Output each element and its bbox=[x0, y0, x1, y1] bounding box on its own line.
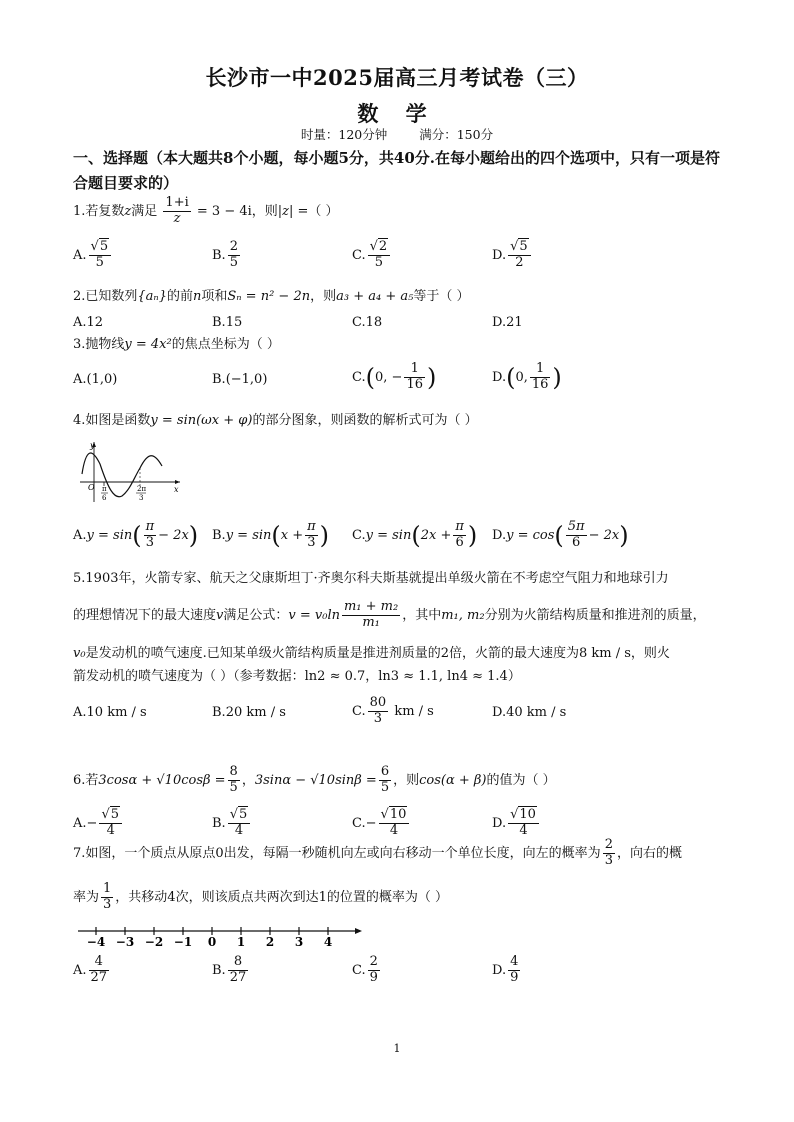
number-line-label: 4 bbox=[323, 935, 333, 949]
q7-option-a: A. $\frac{4}{27}$ bbox=[73, 954, 108, 985]
question-5-line-2: 的理想情况下的最大速度v满足公式：v = v₀ln $\frac{\text{m₁ + m₂}}{\text{m₁}}$ ，其中m₁, m₂分别为火箭结构质量和推进剂的质量， bbox=[73, 599, 706, 630]
q3-option-d: D.(0, $\frac{1}{16}$ ) bbox=[492, 361, 562, 392]
q7-number-line bbox=[76, 922, 366, 950]
graph-y-label: y bbox=[90, 441, 95, 450]
question-5-line-3: v₀是发动机的喷气速度.已知某单级火箭结构质量是推进剂质量的2倍，火箭的最大速度为8 km / s，则火 bbox=[73, 646, 670, 661]
q5-option-c: C. $\frac{80}{3}$ km / s bbox=[352, 695, 434, 726]
q7-option-c: C. $\frac{2}{9}$ bbox=[352, 954, 378, 985]
number-line-label: −1 bbox=[173, 935, 193, 949]
page-number: 1 bbox=[393, 1042, 401, 1055]
q1-option-c: C. $\frac{√2}{5}$ bbox=[352, 240, 392, 271]
question-3: 3.抛物线y = 4x²的焦点坐标为（ ） bbox=[73, 337, 280, 352]
q3-option-a: A.(1,0) bbox=[73, 372, 118, 387]
graph-tick1-num: π bbox=[102, 485, 107, 493]
q6-option-b: B. $\frac{√5}{4}$ bbox=[212, 808, 252, 839]
question-7-line-2: 率为 $\frac{1}{3}$ ，共移动4次，则该质点共两次到达1的位置的概率为（ ） bbox=[73, 881, 448, 912]
q5-option-b: B.20 km / s bbox=[212, 705, 286, 720]
number-line-label: 2 bbox=[265, 935, 275, 949]
q2-option-d: D.21 bbox=[492, 315, 523, 330]
q6-option-c: C.− $\frac{√10}{4}$ bbox=[352, 808, 411, 839]
q3-option-b: B.(−1,0) bbox=[212, 372, 268, 387]
q6-option-a: A.− $\frac{√5}{4}$ bbox=[73, 808, 124, 839]
section-heading: 一、选择题（本大题共8个小题，每小题5分，共40分.在每小题给出的四个选项中，只有一项是符合题目要求的） bbox=[73, 149, 720, 192]
q5-option-d: D.40 km / s bbox=[492, 705, 567, 720]
exam-title: 长沙市一中2025届高三月考试卷（三） bbox=[205, 65, 589, 90]
number-line-label: −2 bbox=[144, 935, 164, 949]
exam-meta bbox=[0, 125, 794, 143]
exam-subject: 数 学 bbox=[357, 101, 437, 126]
question-2: 2.已知数列{aₙ}的前n项和Sₙ = n² − 2n，则a₃ + a₄ + a₅等于（ ） bbox=[73, 289, 470, 304]
q7-option-b: B. $\frac{8}{27}$ bbox=[212, 954, 247, 985]
number-line-arrow bbox=[355, 928, 362, 934]
q4-option-c: C.y = sin(2x + $\frac{\pi}{6}$ ) bbox=[352, 519, 478, 550]
q6-option-d: D. $\frac{√10}{4}$ bbox=[492, 808, 541, 839]
q1-option-a: A. $\frac{√5}{5}$ bbox=[73, 240, 113, 271]
q1-option-b: B. $\frac{2}{5}$ bbox=[212, 239, 238, 270]
q1-option-d: D. $\frac{√5}{2}$ bbox=[492, 240, 533, 271]
q2-option-c: C.18 bbox=[352, 315, 383, 330]
graph-tick2-den: 3 bbox=[139, 494, 144, 502]
question-5-line-4: 箭发动机的喷气速度为（ ）（参考数据：ln2 ≈ 0.7，ln3 ≈ 1.1, ln4 ≈ 1.4） bbox=[73, 669, 521, 684]
question-6: 6.若3cosα + √10cosβ = $\frac{8}{5}$ ，3sinα − √10sinβ = $\frac{6}{5}$ ，则cos(α + β)的值为（ ） bbox=[73, 764, 556, 795]
q7-option-d: D. $\frac{4}{9}$ bbox=[492, 954, 519, 985]
q2-option-b: B.15 bbox=[212, 315, 243, 330]
exam-time: 时量：120分钟 bbox=[300, 127, 388, 142]
graph-x-arrow bbox=[175, 480, 180, 484]
question-7-line-1: 7.如图，一个质点从原点0出发，每隔一秒随机向左或向右移动一个单位长度，向左的概率为 $\frac{2}{3}$ ，向右的概 bbox=[73, 837, 682, 868]
graph-origin-label: O bbox=[88, 483, 95, 492]
q4-sine-graph bbox=[76, 438, 186, 504]
question-4: 4.如图是函数y = sin(ωx + φ)的部分图象，则函数的解析式可为（ ） bbox=[73, 413, 478, 428]
question-5-line-1: 5.1903年，火箭专家、航天之父康斯坦丁·齐奥尔科夫斯基就提出单级火箭在不考虑空气阻力和地球引力 bbox=[73, 571, 669, 586]
graph-tick2-num: 2π bbox=[137, 485, 147, 493]
q4-option-d: D.y = cos( $\frac{5\pi}{6}$ − 2x) bbox=[492, 519, 629, 550]
number-line-label: −4 bbox=[86, 935, 106, 949]
number-line-label: −3 bbox=[115, 935, 135, 949]
q2-option-a: A.12 bbox=[73, 315, 104, 330]
q1-fraction: $\frac{1+i}{z}$ bbox=[165, 195, 189, 226]
number-line-label: 1 bbox=[236, 935, 246, 949]
question-1: 1.若复数z满足 $\frac{1+i}{z}$ = 3 − 4i，则|z| =（ ） bbox=[73, 195, 339, 226]
number-line-label: 0 bbox=[207, 935, 217, 949]
graph-x-label: x bbox=[174, 485, 179, 494]
q3-option-c: C.(0, − $\frac{1}{16}$ ) bbox=[352, 361, 437, 392]
q4-option-a: A.y = sin( $\frac{\pi}{3}$ − 2x) bbox=[73, 519, 199, 550]
number-line-label: 3 bbox=[294, 935, 304, 949]
graph-tick1-den: 6 bbox=[102, 494, 107, 502]
q4-option-b: B.y = sin(x + $\frac{\pi}{3}$ ) bbox=[212, 519, 330, 550]
exam-score: 满分：150分 bbox=[419, 127, 494, 142]
q5-option-a: A.10 km / s bbox=[73, 705, 147, 720]
